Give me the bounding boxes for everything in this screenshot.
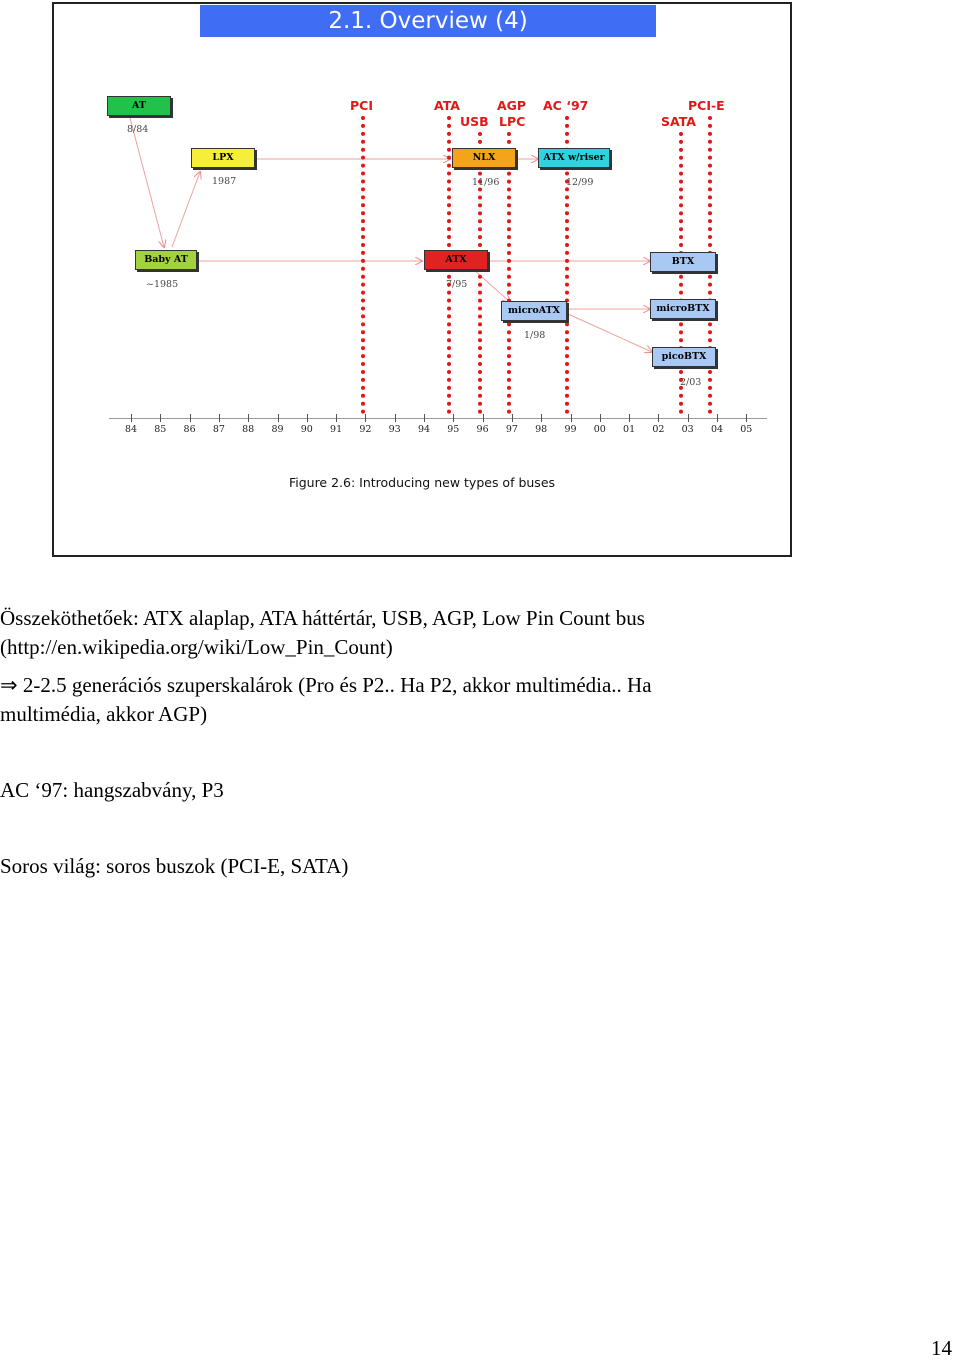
- year-tick-mark: [336, 414, 337, 422]
- paragraph-1-line-2: (http://en.wikipedia.org/wiki/Low_Pin_Count): [0, 635, 393, 659]
- year-tick-mark: [629, 414, 630, 422]
- year-tick-label: 94: [417, 424, 431, 435]
- year-tick-mark: [658, 414, 659, 422]
- paragraph-3: AC ‘97: hangszabvány, P3: [0, 778, 224, 802]
- year-tick-label: 00: [593, 424, 606, 435]
- arrow-at-babyat: [130, 118, 164, 247]
- year-tick-label: 03: [681, 424, 694, 435]
- bus-label-ata: ATA: [434, 98, 460, 113]
- year-tick-mark: [600, 414, 601, 422]
- year-tick-label: 02: [652, 424, 665, 435]
- date-picobtx: 2/03: [680, 377, 702, 388]
- year-tick-label: 88: [242, 424, 255, 435]
- bus-label-lpc: LPC: [499, 114, 526, 129]
- year-tick-label: 93: [388, 424, 401, 435]
- box-microbtx: microBTX: [650, 299, 716, 319]
- year-tick-label: 91: [330, 424, 343, 435]
- paragraph-4: Soros világ: soros buszok (PCI-E, SATA): [0, 854, 349, 878]
- year-tick-mark: [541, 414, 542, 422]
- year-tick-label: 90: [300, 424, 313, 435]
- date-nlx: 11/96: [472, 177, 500, 188]
- date-microatx: 1/98: [524, 330, 546, 341]
- year-tick-label: 04: [710, 424, 724, 435]
- year-tick-mark: [717, 414, 718, 422]
- year-tick-label: 99: [564, 424, 577, 435]
- year-tick-mark: [248, 414, 249, 422]
- box-at: AT: [107, 96, 171, 116]
- year-tick-label: 85: [154, 424, 167, 435]
- year-tick-mark: [307, 414, 308, 422]
- box-microatx: microATX: [501, 301, 567, 321]
- bus-label-agp: AGP: [497, 98, 527, 113]
- date-at: 8/84: [127, 124, 149, 135]
- year-tick-label: 01: [623, 424, 636, 435]
- timeline-axis: [109, 418, 767, 419]
- date-lpx: 1987: [212, 176, 237, 187]
- year-tick-label: 97: [505, 424, 518, 435]
- box-btx: BTX: [650, 252, 716, 272]
- year-tick-mark: [512, 414, 513, 422]
- paragraph-2: [0, 671, 800, 729]
- box-nlx: NLX: [452, 148, 516, 168]
- year-tick-mark: [278, 414, 279, 422]
- box-atx-riser: ATX w/riser: [538, 148, 610, 168]
- year-tick-mark: [395, 414, 396, 422]
- date-atx: 7/95: [446, 279, 468, 290]
- box-picobtx: picoBTX: [652, 347, 716, 367]
- figure-caption: Figure 2.6: Introducing new types of buses: [288, 475, 556, 490]
- slide-figure: [52, 2, 792, 557]
- bus-label-ac97: AC ‘97: [543, 98, 589, 113]
- year-tick-mark: [131, 414, 132, 422]
- bus-line-pci: [361, 116, 365, 414]
- box-baby-at: Baby AT: [135, 250, 197, 270]
- date-atx-riser: 12/99: [566, 177, 594, 188]
- year-tick-mark: [688, 414, 689, 422]
- year-tick-mark: [160, 414, 161, 422]
- year-tick-label: 84: [124, 424, 138, 435]
- year-tick-label: 96: [476, 424, 489, 435]
- bus-label-pcie: PCI-E: [688, 98, 725, 113]
- bus-label-sata: SATA: [661, 114, 696, 129]
- year-tick-mark: [483, 414, 484, 422]
- year-tick-label: 98: [535, 424, 548, 435]
- year-tick-mark: [571, 414, 572, 422]
- date-baby-at: ~1985: [146, 279, 179, 290]
- bus-line-sata: [679, 132, 683, 414]
- year-tick-label: 95: [447, 424, 460, 435]
- year-tick-label: 92: [359, 424, 372, 435]
- slide-title: 2.1. Overview (4): [200, 5, 656, 37]
- year-tick-mark: [190, 414, 191, 422]
- page-number: 14: [931, 1336, 952, 1360]
- box-atx: ATX: [424, 250, 488, 270]
- year-tick-mark: [424, 414, 425, 422]
- paragraph-2-line-2: multimédia, akkor AGP): [0, 702, 208, 726]
- paragraph-2-line-1: 2-2.5 generációs szuperskalárok (Pro és P2.. Ha P2, akkor multimédia.. Ha: [22, 673, 652, 697]
- implies-arrow-icon: ⇒: [0, 673, 18, 697]
- year-tick-mark: [453, 414, 454, 422]
- paragraph-1: [0, 604, 800, 662]
- arrow-babyat-lpx: [172, 172, 200, 247]
- paragraph-1-line-1: Összeköthetőek: ATX alaplap, ATA háttértár, USB, AGP, Low Pin Count bus: [0, 606, 645, 630]
- arrow-microatx-picobtx: [568, 314, 652, 352]
- year-tick-label: 87: [212, 424, 225, 435]
- year-tick-label: 05: [740, 424, 753, 435]
- bus-label-pci: PCI: [350, 98, 373, 113]
- year-tick-mark: [219, 414, 220, 422]
- bus-label-usb: USB: [460, 114, 489, 129]
- year-tick-label: 89: [271, 424, 284, 435]
- year-tick-label: 86: [183, 424, 196, 435]
- bus-line-usb: [478, 132, 482, 414]
- year-tick-mark: [746, 414, 747, 422]
- bus-line-agp-lpc: [507, 132, 511, 414]
- box-lpx: LPX: [191, 148, 255, 168]
- year-tick-mark: [365, 414, 366, 422]
